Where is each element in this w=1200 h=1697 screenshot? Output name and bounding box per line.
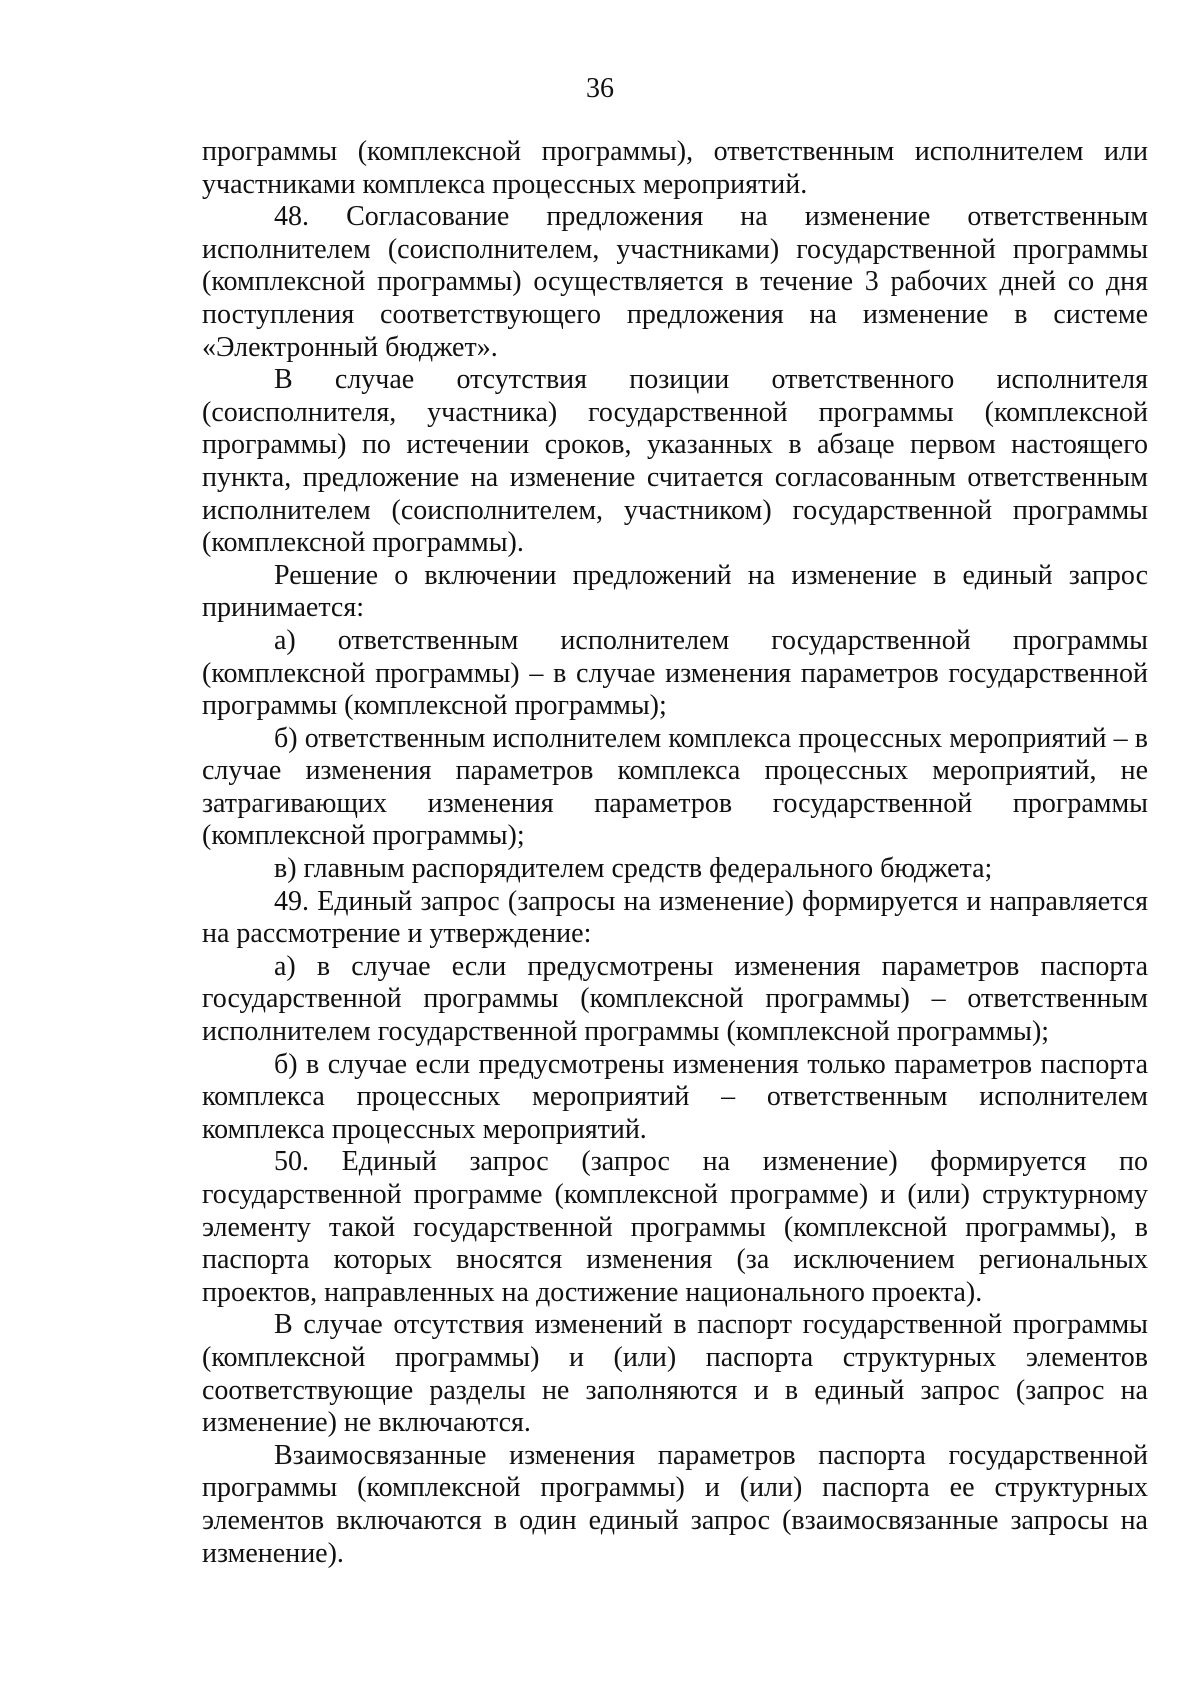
paragraph-subitem-a: а) ответственным исполнителем государственной программы (комплексной программы) – в случае изменения параметров государственной программы (комплексной программы); (202, 624, 1148, 722)
paragraph-item-50: 50. Единый запрос (запрос на изменение) формируется по государственной программе (комплексной программе) и (или) структурному элементу такой государственной программы (комплексной программы), в паспорта которых вносятся изменения (за исключением региональных проектов, направленных на достижение национального проекта). (202, 1146, 1148, 1308)
paragraph-item-48: 48. Согласование предложения на изменение ответственным исполнителем (соисполнителем, участниками) государственной программы (комплексной программы) осуществляется в течение 3 рабочих дней со дня поступления соответствующего предложения на изменение в системе «Электронный бюджет». (202, 201, 1148, 363)
paragraph-subitem-v: в) главным распорядителем средств федерального бюджета; (274, 853, 993, 885)
paragraph-no-changes: В случае отсутствия изменений в паспорт государственной программы (комплексной программы) и (или) паспорта структурных элементов соответствующие разделы не заполняются и в единый запрос (запрос на изменение) не включаются. (202, 1309, 1148, 1439)
paragraph-continuation: программы (комплексной программы), ответственным исполнителем или участниками комплекса процессных мероприятий. (202, 136, 1148, 200)
document-body (202, 136, 1148, 1570)
paragraph-item-49-subitem-b: б) в случае если предусмотрены изменения только параметров паспорта комплекса процессных мероприятий – ответственным исполнителем комплекса процессных мероприятий. (202, 1048, 1148, 1145)
paragraph-item-49: 49. Единый запрос (запросы на изменение) формируется и направляется на рассмотрение и утверждение: (202, 885, 1148, 950)
paragraph-interrelated-changes: Взаимосвязанные изменения параметров паспорта государственной программы (комплексной программы) и (или) паспорта ее структурных элементов включаются в один единый запрос (взаимосвязанные запросы на изменение). (202, 1439, 1148, 1569)
page-number: 36 (586, 73, 614, 104)
paragraph-absence-of-position: В случае отсутствия позиции ответственного исполнителя (соисполнителя, участника) государственной программы (комплексной программы) по истечении сроков, указанных в абзаце первом настоящего пункта, предложение на изменение считается согласованным ответственным исполнителем (соисполнителем, участником) государственной программы (комплексной программы). (202, 364, 1148, 559)
paragraph-subitem-b: б) ответственным исполнителем комплекса процессных мероприятий – в случае изменения параметров комплекса процессных мероприятий, не затрагивающих изменения параметров государственной программы (комплексной программы); (202, 722, 1148, 852)
paragraph-decision-on-inclusion: Решение о включении предложений на изменение в единый запрос принимается: (202, 559, 1148, 624)
paragraph-item-49-subitem-a: а) в случае если предусмотрены изменения параметров паспорта государственной программы (комплексной программы) – ответственным исполнителем государственной программы (комплексной программы); (202, 950, 1148, 1048)
